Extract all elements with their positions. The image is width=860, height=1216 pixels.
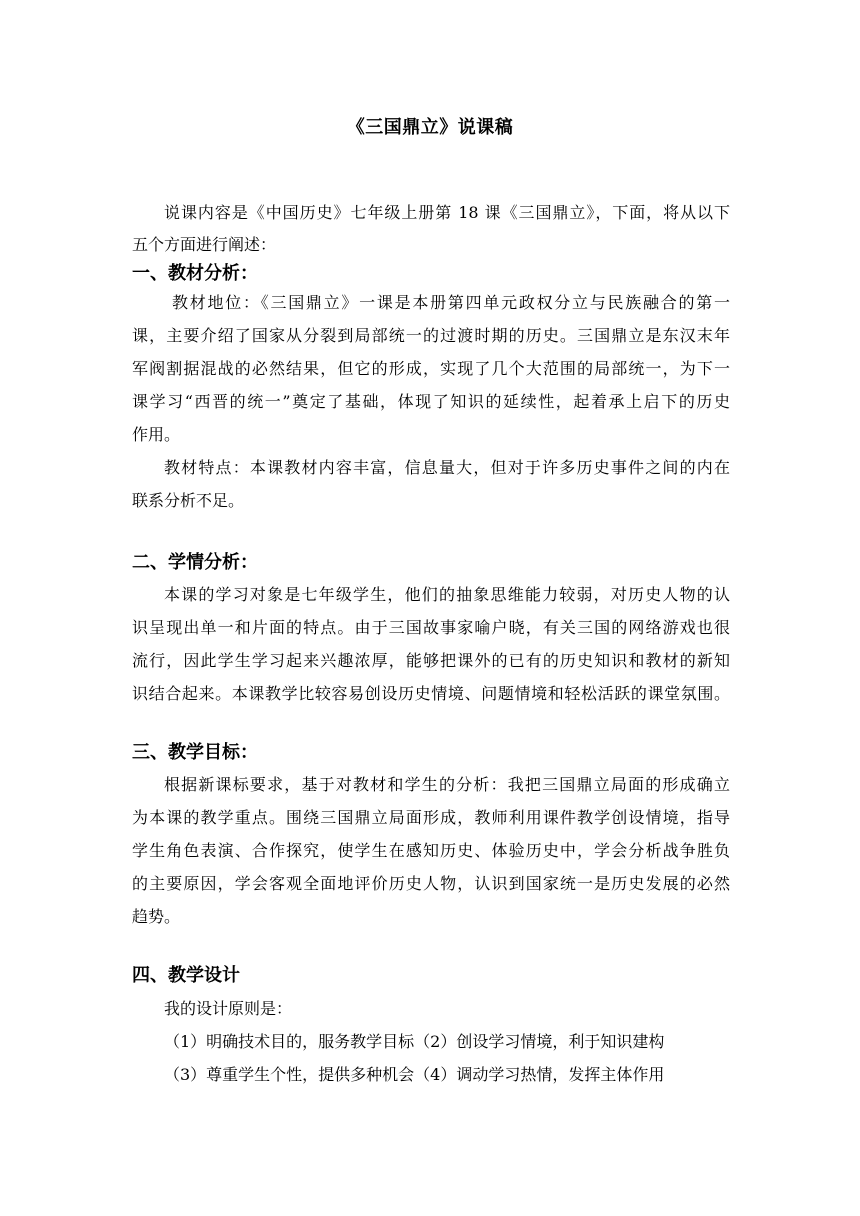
paragraph-line: 军阀割据混战的必然结果，但它的形成，实现了几个大范围的局部统一，为下一 xyxy=(132,359,730,378)
list-item: （1）明确技术目的，服务教学目标（2）创设学习情境，利于知识建构 xyxy=(164,1032,665,1051)
section-heading-student-analysis: 二、学情分析： xyxy=(132,552,258,573)
section-heading-teaching-objectives: 三、教学目标： xyxy=(132,742,258,763)
intro-line-2: 五个方面进行阐述： xyxy=(132,235,277,254)
paragraph-line: 识结合起来。本课教学比较容易创设历史情境、问题情境和轻松活跃的课堂氛围。 xyxy=(132,684,730,703)
paragraph-line: 课学习“西晋的统一”奠定了基础，体现了知识的延续性，起着承上启下的历史 xyxy=(132,392,730,411)
paragraph-line: 趋势。 xyxy=(132,907,181,926)
list-item: （3）尊重学生个性，提供多种机会（4）调动学习热情，发挥主体作用 xyxy=(164,1065,665,1084)
paragraph-line: 我的设计原则是： xyxy=(164,999,293,1018)
paragraph-line: 本课的学习对象是七年级学生，他们的抽象思维能力较弱，对历史人物的认 xyxy=(164,585,730,604)
paragraph-line: 根据新课标要求，基于对教材和学生的分析：我把三国鼎立局面的形成确立 xyxy=(164,775,730,794)
paragraph-line: 课，主要介绍了国家从分裂到局部统一的过渡时期的历史。三国鼎立是东汉末年 xyxy=(132,326,730,345)
paragraph-line: 识呈现出单一和片面的特点。由于三国故事家喻户晓，有关三国的网络游戏也很 xyxy=(132,618,730,637)
paragraph-line: 学生角色表演、合作探究，使学生在感知历史、体验历史中，学会分析战争胜负 xyxy=(132,841,730,860)
section-heading-textbook-analysis: 一、教材分析： xyxy=(132,263,258,284)
paragraph-line: 流行，因此学生学习起来兴趣浓厚，能够把课外的已有的历史知识和教材的新知 xyxy=(132,651,730,670)
document-title: 《三国鼎立》说课稿 xyxy=(346,117,514,138)
paragraph-line: 作用。 xyxy=(132,425,181,444)
paragraph-line: 为本课的教学重点。围绕三国鼎立局面形成，教师利用课件教学创设情境，指导 xyxy=(132,808,730,827)
section-heading-teaching-design: 四、教学设计 xyxy=(132,965,240,986)
paragraph-line: 教材地位：《三国鼎立》一课是本册第四单元政权分立与民族融合的第一 xyxy=(172,293,730,312)
intro-line-1: 说课内容是《中国历史》七年级上册第 18 课《三国鼎立》，下面，将从以下 xyxy=(164,203,730,222)
paragraph-line: 的主要原因，学会客观全面地评价历史人物，认识到国家统一是历史发展的必然 xyxy=(132,874,730,893)
paragraph-line: 教材特点：本课教材内容丰富，信息量大，但对于许多历史事件之间的内在 xyxy=(164,458,730,477)
paragraph-line: 联系分析不足。 xyxy=(132,491,245,510)
